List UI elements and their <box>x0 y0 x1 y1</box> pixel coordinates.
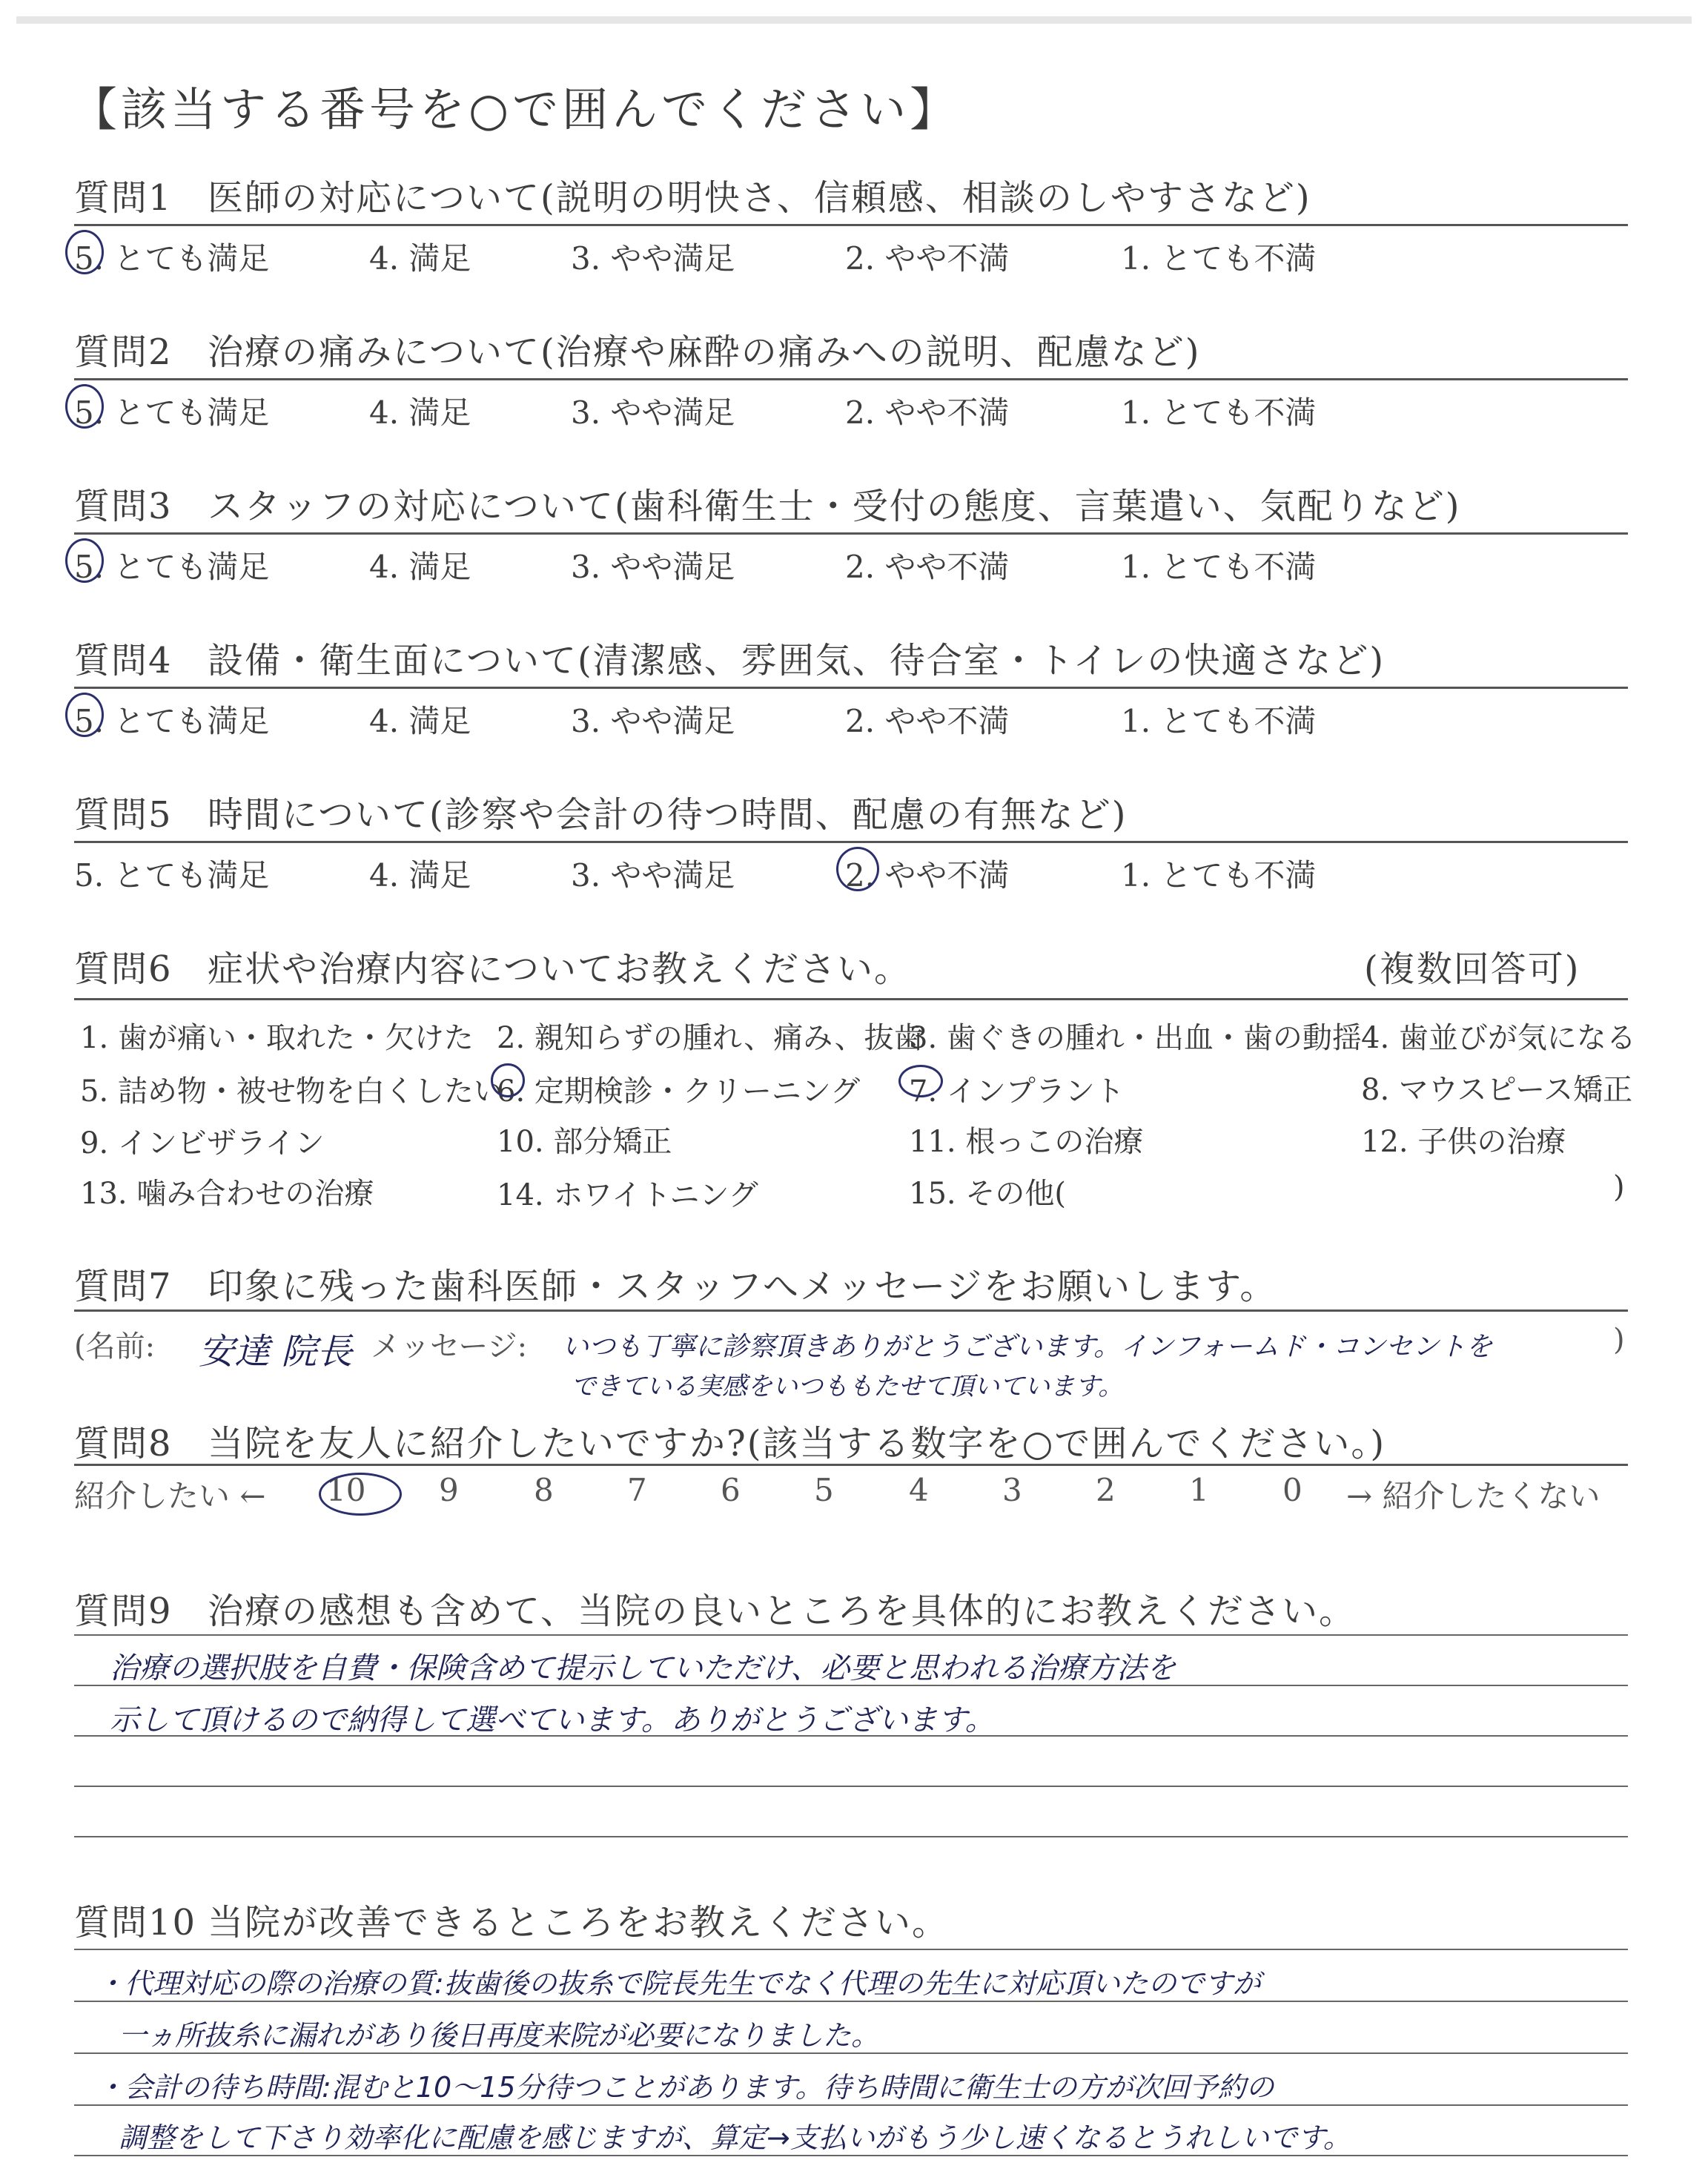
q4-answers <box>74 697 1631 742</box>
q2-title <box>74 323 1201 374</box>
q4-option-4[interactable]: 4. 満足 <box>369 703 471 739</box>
q8-number: 質問8 <box>74 1423 173 1464</box>
q3-option-5[interactable]: 5. とても満足 <box>74 549 270 585</box>
q1-option-1[interactable]: 1. とても不満 <box>1121 240 1317 277</box>
q7-name-value[interactable]: 安達 院長 <box>199 1331 353 1373</box>
q6-option-11[interactable]: 11. 根っこの治療 <box>909 1125 1144 1159</box>
q6-option-8[interactable]: 8. マウスピース矯正 <box>1361 1073 1633 1107</box>
q1-text: 医師の対応について(説明の明快さ、信頼感、相談のしやすさなど) <box>208 177 1311 219</box>
page-title: 【該当する番号を○で囲んでください】 <box>71 82 960 136</box>
q10-answer-line-1[interactable]: ・代理対応の際の治療の質:抜歯後の抜糸で院長先生でなく代理の先生に対応頂いたのですが <box>96 1967 1261 2000</box>
q2-text: 治療の痛みについて(治療や麻酔の痛みへの説明、配慮など) <box>208 331 1201 373</box>
q10-line-1 <box>74 1949 1628 1950</box>
q4-option-3[interactable]: 3. やや満足 <box>571 703 735 739</box>
q4-option-2[interactable]: 2. やや不満 <box>845 703 1010 739</box>
q8-right-label: → 紹介したくない <box>1346 1478 1601 1514</box>
q2-rule <box>74 378 1628 380</box>
q8-scale-0[interactable]: 0 <box>1282 1472 1302 1508</box>
q5-option-4[interactable]: 4. 満足 <box>369 857 471 894</box>
q9-answer-line-2[interactable]: 示して頂けるので納得して選べています。ありがとうございます。 <box>110 1703 995 1737</box>
q6-title <box>74 940 911 991</box>
q7-message-line-2[interactable]: できている実感をいつももたせて頂いています。 <box>571 1372 1124 1401</box>
q5-title <box>74 786 1128 837</box>
q4-option-1[interactable]: 1. とても不満 <box>1121 703 1317 739</box>
q8-title <box>74 1415 1386 1466</box>
q6-option-13[interactable]: 13. 噛み合わせの治療 <box>80 1177 374 1211</box>
q3-option-2[interactable]: 2. やや不満 <box>845 549 1010 585</box>
q4-option-5[interactable]: 5. とても満足 <box>74 703 270 739</box>
q5-answers <box>74 851 1631 896</box>
q1-title <box>74 169 1311 220</box>
q5-option-2[interactable]: 2. やや不満 <box>845 857 1010 894</box>
q6-option-9[interactable]: 9. インビザライン <box>80 1126 325 1160</box>
q6-text: 症状や治療内容についてお教えください。 <box>208 948 912 990</box>
q1-option-4[interactable]: 4. 満足 <box>369 240 471 277</box>
q1-number: 質問1 <box>74 177 173 219</box>
q4-title <box>74 632 1385 683</box>
q7-close-paren: ) <box>1613 1323 1625 1357</box>
q6-selection-circle-7 <box>898 1065 943 1097</box>
q5-option-5[interactable]: 5. とても満足 <box>74 857 270 894</box>
q10-title <box>74 1894 949 1945</box>
q9-line-4 <box>74 1786 1628 1787</box>
q8-scale-5[interactable]: 5 <box>814 1472 834 1508</box>
q2-option-2[interactable]: 2. やや不満 <box>845 394 1010 431</box>
q7-message-line-1[interactable]: いつも丁寧に診察頂きありがとうございます。インフォームド・コンセントを <box>562 1332 1493 1362</box>
q6-option-7[interactable]: 7. インプラント <box>909 1074 1125 1109</box>
q5-option-3[interactable]: 3. やや満足 <box>571 857 735 894</box>
q8-scale-2[interactable]: 2 <box>1096 1472 1116 1508</box>
q2-answers <box>74 389 1631 433</box>
q6-option-5[interactable]: 5. 詰め物・被せ物を白くしたい <box>80 1074 503 1109</box>
q8-scale-6[interactable]: 6 <box>721 1472 741 1508</box>
q6-option-15-close: ) <box>1613 1170 1625 1204</box>
q8-scale-4[interactable]: 4 <box>909 1472 929 1508</box>
q6-option-6[interactable]: 6. 定期検診・クリーニング <box>497 1074 861 1109</box>
q9-number: 質問9 <box>74 1591 173 1632</box>
q8-rule <box>74 1464 1628 1466</box>
q7-message-label: メッセージ: <box>371 1330 528 1364</box>
q9-answer-line-1[interactable]: 治療の選択肢を自費・保険含めて提示していただけ、必要と思われる治療方法を <box>110 1651 1176 1685</box>
q7-text: 印象に残った歯科医師・スタッフへメッセージをお願いします。 <box>208 1266 1277 1307</box>
q6-option-15[interactable]: 15. その他( <box>909 1177 1066 1211</box>
q2-option-4[interactable]: 4. 満足 <box>369 394 471 431</box>
q2-number: 質問2 <box>74 331 173 373</box>
q1-answers <box>74 234 1631 279</box>
q1-option-5[interactable]: 5. とても満足 <box>74 240 270 277</box>
q2-option-3[interactable]: 3. やや満足 <box>571 394 735 431</box>
q2-selection-circle <box>65 384 104 429</box>
q3-number: 質問3 <box>74 486 173 527</box>
q9-text: 治療の感想も含めて、当院の良いところを具体的にお教えください。 <box>208 1591 1357 1632</box>
q6-option-2[interactable]: 2. 親知らずの腫れ、痛み、抜歯 <box>497 1021 924 1055</box>
q6-option-12[interactable]: 12. 子供の治療 <box>1361 1125 1566 1159</box>
q8-scale-7[interactable]: 7 <box>627 1472 647 1508</box>
q8-scale-1[interactable]: 1 <box>1189 1472 1209 1508</box>
q3-rule <box>74 532 1628 535</box>
q3-text: スタッフの対応について(歯科衛生士・受付の態度、言葉遣い、気配りなど) <box>208 486 1461 527</box>
q8-scale-10[interactable]: 10 <box>326 1472 366 1508</box>
q6-option-3[interactable]: 3. 歯ぐきの腫れ・出血・歯の動揺 <box>909 1021 1362 1055</box>
q7-rule <box>74 1309 1628 1312</box>
q6-option-1[interactable]: 1. 歯が痛い・取れた・欠けた <box>80 1021 474 1055</box>
q9-title <box>74 1582 1356 1634</box>
q8-scale-8[interactable]: 8 <box>534 1472 554 1508</box>
q9-line-5 <box>74 1836 1628 1837</box>
q2-option-1[interactable]: 1. とても不満 <box>1121 394 1317 431</box>
q10-number: 質問10 <box>74 1902 197 1943</box>
q4-number: 質問4 <box>74 640 173 681</box>
q1-selection-circle <box>65 230 104 274</box>
q3-answers <box>74 543 1631 587</box>
q6-option-14[interactable]: 14. ホワイトニング <box>497 1178 758 1212</box>
q3-option-1[interactable]: 1. とても不満 <box>1121 549 1317 585</box>
q1-rule <box>74 224 1628 226</box>
q6-rule <box>74 998 1628 1000</box>
q3-option-4[interactable]: 4. 満足 <box>369 549 471 585</box>
q6-option-4[interactable]: 4. 歯並びが気になる <box>1361 1021 1636 1055</box>
q7-name-label: (名前: <box>74 1330 156 1364</box>
q9-line-1 <box>74 1634 1628 1636</box>
q7-number: 質問7 <box>74 1266 173 1307</box>
q5-selection-circle <box>836 847 879 891</box>
q6-note: (複数回答可) <box>1364 948 1580 990</box>
q10-text: 当院が改善できるところをお教えください。 <box>208 1902 950 1943</box>
q7-title <box>74 1258 1277 1309</box>
q10-answer-line-2[interactable]: 一ヵ所抜糸に漏れがあり後日再度来院が必要になりました。 <box>119 2019 880 2052</box>
top-edge <box>16 16 1692 24</box>
q4-rule <box>74 687 1628 689</box>
q2-option-5[interactable]: 5. とても満足 <box>74 394 270 431</box>
q8-left-label: 紹介したい ← <box>74 1478 266 1514</box>
q5-number: 質問5 <box>74 794 173 836</box>
q8-scale-9[interactable]: 9 <box>439 1472 459 1508</box>
q10-answer-line-4[interactable]: 調整をして下さり効率化に配慮を感じますが、算定→支払いがもう少し速くなるとうれしいです。 <box>119 2121 1351 2154</box>
q6-number: 質問6 <box>74 948 173 990</box>
q8-scale-3[interactable]: 3 <box>1002 1472 1022 1508</box>
q8-text: 当院を友人に紹介したいですか?(該当する数字を○で囲んでください。) <box>208 1423 1386 1464</box>
q1-option-2[interactable]: 2. やや不満 <box>845 240 1010 277</box>
q3-selection-circle <box>65 538 104 583</box>
q6-selection-circle-6 <box>491 1063 525 1097</box>
q5-rule <box>74 841 1628 843</box>
q3-title <box>74 478 1461 529</box>
q6-option-10[interactable]: 10. 部分矯正 <box>497 1125 672 1159</box>
q5-option-1[interactable]: 1. とても不満 <box>1121 857 1317 894</box>
q3-option-3[interactable]: 3. やや満足 <box>571 549 735 585</box>
q4-selection-circle <box>65 693 104 737</box>
q8-selection-circle <box>319 1473 402 1516</box>
q1-option-3[interactable]: 3. やや満足 <box>571 240 735 277</box>
q10-answer-line-3[interactable]: ・会計の待ち時間:混むと10〜15分待つことがあります。待ち時間に衛生士の方が次回予約の <box>96 2071 1274 2104</box>
q5-text: 時間について(診察や会計の待つ時間、配慮の有無など) <box>208 794 1128 836</box>
q4-text: 設備・衛生面について(清潔感、雰囲気、待合室・トイレの快適さなど) <box>208 640 1386 681</box>
